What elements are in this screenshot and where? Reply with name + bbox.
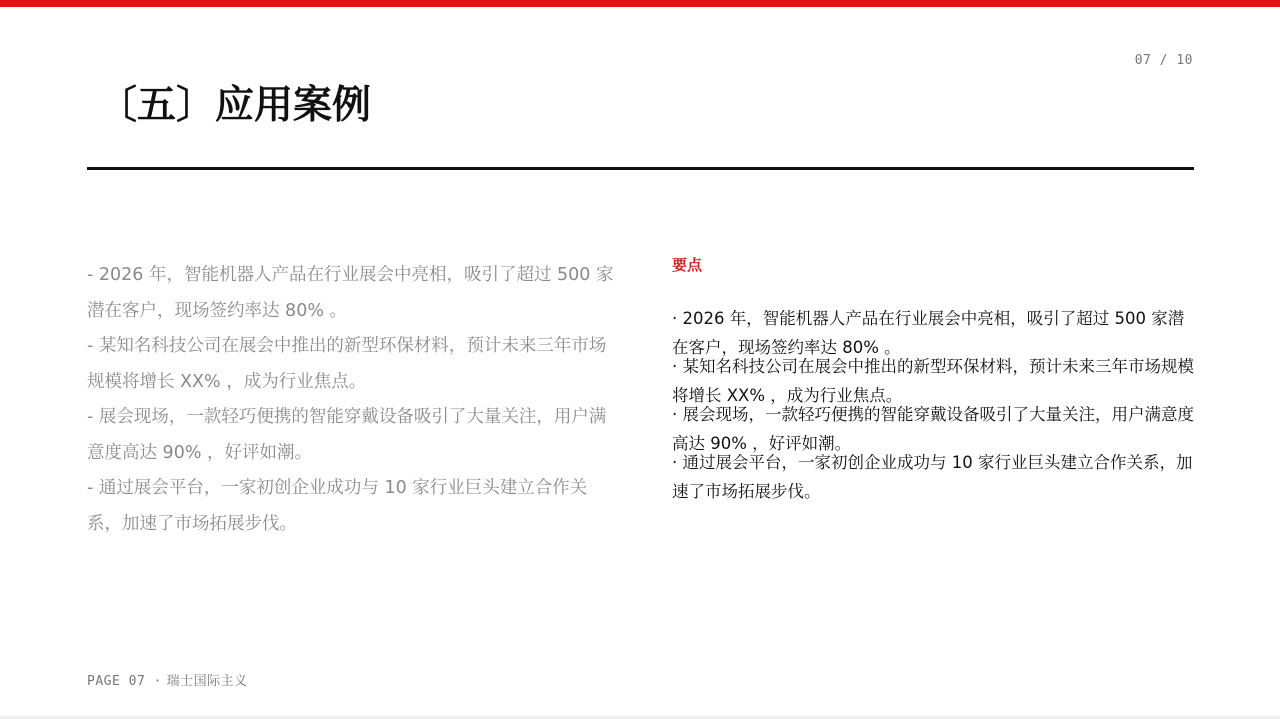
top-accent-bar (0, 0, 1280, 7)
key-points-list (672, 304, 1200, 506)
key-point-item: · 2026 年，智能机器人产品在行业展会中亮相，吸引了超过 500 家潜在客户，现场签约率达 80% 。 (672, 309, 1185, 357)
case-item: - 通过展会平台，一家初创企业成功与 10 家行业巨头建立合作关系，加速了市场拓展步伐。 (87, 478, 588, 534)
key-points-label: 要点 (672, 256, 703, 274)
key-points-panel (672, 256, 1200, 506)
key-point-item: · 通过展会平台，一家初创企业成功与 10 家行业巨头建立合作关系，加速了市场拓展步伐。 (672, 453, 1193, 501)
footer-brand: 瑞士国际主义 (166, 674, 248, 689)
key-point-item: · 某知名科技公司在展会中推出的新型环保材料，预计未来三年市场规模将增长 XX% ，成为行业焦点。 (672, 357, 1194, 405)
slide-title: 〔五〕应用案例 (98, 83, 372, 128)
case-list (87, 258, 617, 542)
case-item: - 某知名科技公司在展会中推出的新型环保材料，预计未来三年市场规模将增长 XX% ，成为行业焦点。 (87, 336, 607, 392)
key-point-item: · 展会现场，一款轻巧便携的智能穿戴设备吸引了大量关注，用户满意度高达 90% ，好评如潮。 (672, 405, 1194, 453)
title-divider (87, 167, 1194, 170)
footer (87, 670, 248, 689)
case-item: - 2026 年，智能机器人产品在行业展会中亮相，吸引了超过 500 家潜在客户，现场签约率达 80% 。 (87, 265, 614, 321)
page-counter: 07 / 10 (1134, 53, 1193, 68)
footer-page-label: PAGE 07 · (87, 674, 162, 689)
case-item: - 展会现场，一款轻巧便携的智能穿戴设备吸引了大量关注，用户满意度高达 90% ，好评如潮。 (87, 407, 607, 463)
